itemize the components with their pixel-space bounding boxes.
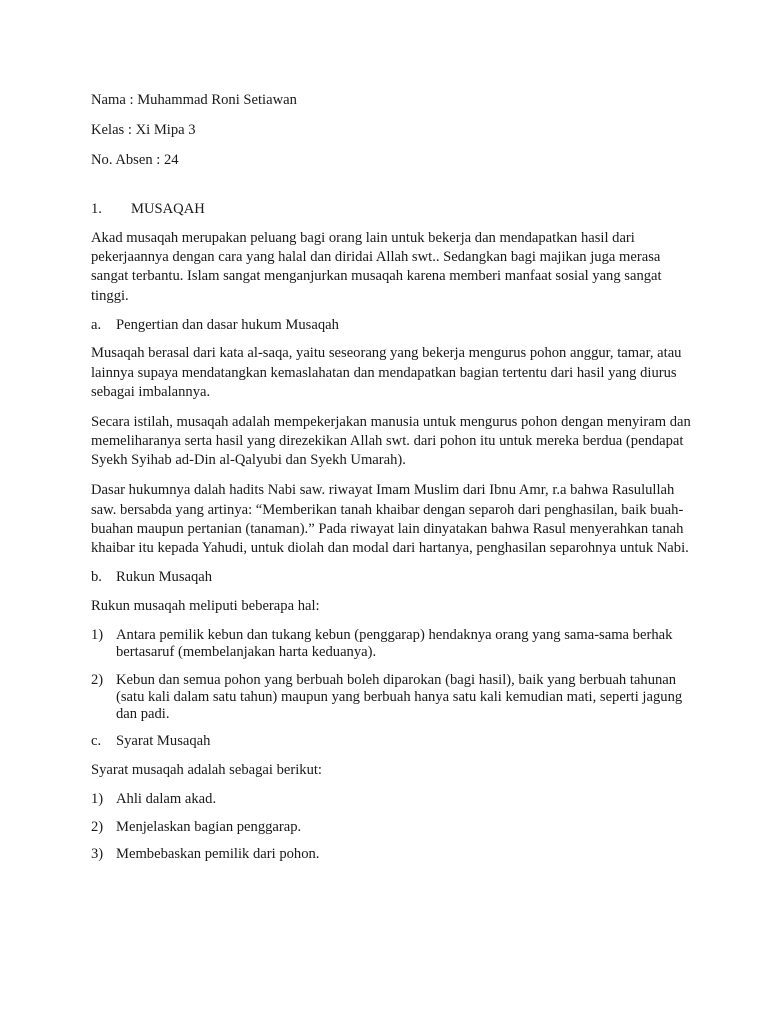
intro-paragraph: Akad musaqah merupakan peluang bagi orang lain untuk bekerja dan mendapatkan hasil dari pekerjaannya dengan cara yang halal dan diridai Allah swt.. Sedangkan bagi majikan juga merasa sangat terbantu. Islam sangat menganjurkan musaqah karena memberi manfaat sosial yang sangat tinggi. <box>91 229 662 304</box>
subheading-c-mark: c. <box>91 733 102 750</box>
subheading-c-title: Syarat Musaqah <box>116 733 211 750</box>
list-item-mark: 3) <box>91 846 104 863</box>
student-class: Kelas : Xi Mipa 3 <box>91 121 196 138</box>
student-name: Nama : Muhammad Roni Setiawan <box>91 92 297 108</box>
subheading-b <box>91 569 691 586</box>
list-item-text: Membebaskan pemilik dari pohon. <box>116 846 320 863</box>
document-page <box>91 91 691 874</box>
list-item-mark: 2) <box>91 818 104 835</box>
list-item-text: Menjelaskan bagian penggarap. <box>116 818 302 835</box>
spacer <box>91 181 691 201</box>
list-item-text: Antara pemilik kebun dan tukang kebun (penggarap) hendaknya orang yang sama-sama berhak bertasaruf (membelanjakan harta keduanya). <box>116 626 673 660</box>
list-item <box>91 627 691 661</box>
paragraph-b-lead: Rukun musaqah meliputi beberapa hal: <box>91 597 320 614</box>
paragraph-c-lead: Syarat musaqah adalah sebagai berikut: <box>91 761 322 778</box>
student-number: No. Absen : 24 <box>91 151 179 168</box>
list-item <box>91 791 691 808</box>
subheading-b-title: Rukun Musaqah <box>116 569 213 586</box>
subheading-a-title: Pengertian dan dasar hukum Musaqah <box>116 316 339 333</box>
paragraph-a-1: Musaqah berasal dari kata al-saqa, yaitu seseorang yang bekerja mengurus pohon anggur, tamar, atau lainnya supaya mendatangkan kemaslahatan dan mendapatkan bagian tertentu dari hasil yang diurus sebagai imbalannya. <box>91 345 682 400</box>
list-item <box>91 672 691 723</box>
paragraph-a-3: Dasar hukumnya dalah hadits Nabi saw. riwayat Imam Muslim dari Ibnu Amr, r.a bahwa Rasulullah saw. bersabda yang artinya: “Memberikan tanah khaibar dengan separoh dari penghasilan, baik buah-buahan maupun pertanian (tanaman).” Pada riwayat lain dinyatakan bahwa Rasul menyerahkan tanah khaibar itu kepada Yahudi, untuk diolah dan modal dari hartanya, penghasilan separohnya untuk Nabi. <box>91 482 689 557</box>
list-item-mark: 2) <box>91 671 104 688</box>
subheading-a <box>91 317 691 334</box>
section-number: 1. <box>91 200 102 217</box>
list-item-mark: 1) <box>91 790 104 807</box>
list-item-text: Kebun dan semua pohon yang berbuah boleh diparokan (bagi hasil), baik yang berbuah tahunan (satu kali dalam satu tahun) maupun yang berbuah hanya satu kali kemudian mati, seperti jagung dan padi. <box>116 671 683 722</box>
subheading-b-mark: b. <box>91 569 102 586</box>
list-item-mark: 1) <box>91 626 104 643</box>
list-item <box>91 819 691 836</box>
section-heading <box>91 201 691 218</box>
section-title: MUSAQAH <box>131 200 205 217</box>
subheading-c <box>91 733 691 750</box>
subheading-a-mark: a. <box>91 316 102 333</box>
paragraph-a-2: Secara istilah, musaqah adalah mempekerjakan manusia untuk mengurus pohon dengan menyiram dan memeliharanya serta hasil yang direzekikan Allah swt. dari pohon itu untuk mereka berdua (pendapat Syekh Syihab ad-Din al-Qalyubi dan Syekh Umarah). <box>91 413 691 469</box>
list-item-text: Ahli dalam akad. <box>116 790 217 807</box>
list-item <box>91 846 691 863</box>
